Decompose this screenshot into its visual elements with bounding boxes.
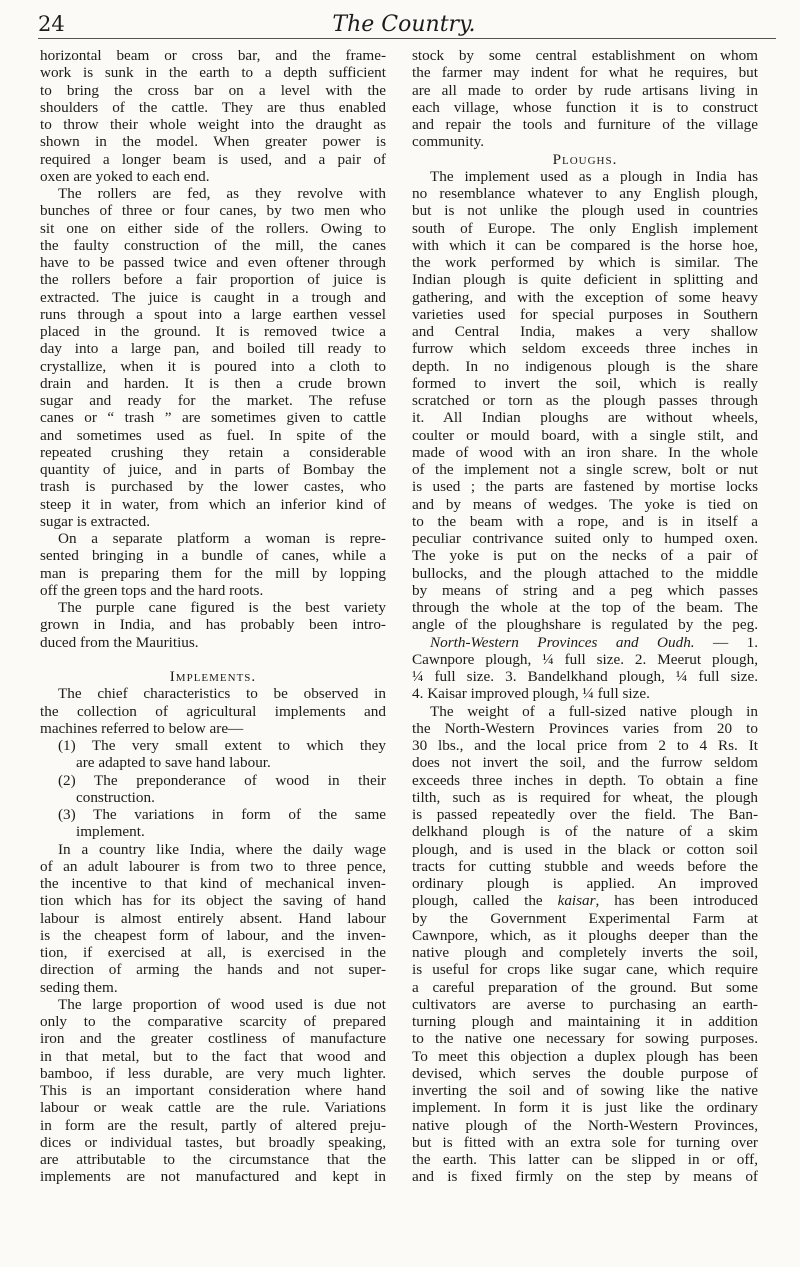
text-line: have to be passed twice and even oftener through (40, 254, 386, 271)
text-line: is the cheapest form of labour, and the inven- (40, 926, 386, 944)
text-line: the rollers before a fair proportion of juice is (40, 271, 386, 289)
text-line: is used ; the parts are fastened by mortise locks (412, 478, 758, 496)
text-line: iron and the greater costliness of manufacture (40, 1030, 386, 1048)
text-line: Cawnpore, which, as it ploughs deeper than the (412, 926, 758, 944)
text-line: extracted. The juice is caught in a trough and (40, 288, 386, 306)
text-line: North-Western Provinces and Oudh. — 1. (430, 633, 759, 651)
text-line: (3) The variations in form of the same (58, 806, 386, 823)
text-line: made of wood with an iron share. In the whole (412, 443, 758, 461)
text-line: angle of the ploughshare is regulated by the peg. (412, 616, 758, 634)
text-line: To meet this objection a duplex plough has been (412, 1047, 758, 1065)
text-line: a careful preparation of the ground. But some (412, 978, 758, 996)
page-number: 24 (38, 12, 65, 36)
text-line: tion, if exercised at all, is exercised in the (40, 944, 386, 961)
text-line: The large proportion of wood used is due not (58, 995, 386, 1013)
text-line: implements are not manufactured and kept in (40, 1168, 386, 1186)
text-line: south of Europe. The only English implement (412, 219, 758, 237)
text-line: the North-Western Provinces varies from 20 to (412, 719, 758, 737)
text-line: tracts for cutting stubble and weeds before the (412, 857, 758, 875)
text-line: labour is almost entirely absent. Hand labour (40, 909, 386, 927)
text-line: (1) The very small extent to which they (58, 737, 386, 754)
text-line: to throw their whole weight into the draught as (40, 116, 386, 133)
text-line: 30 lbs., and the local price from 2 to 4 Rs. It (412, 737, 758, 754)
text-line: only to the comparative scarcity of prepared (40, 1013, 386, 1030)
text-line: 4. Kaisar improved plough, ¼ full size. (412, 685, 650, 703)
text-line: and is fixed firmly on the step by means of (412, 1168, 758, 1186)
text-line: each village, whose function it is to construct (412, 98, 758, 116)
text-line: turning plough and maintaining it in addition (412, 1013, 758, 1030)
text-line: sented bringing in a bundle of canes, while a (40, 547, 386, 565)
text-line: and repair the tools and furniture of the village (412, 116, 758, 133)
text-line: devised, which serves the double purpose of (412, 1064, 758, 1082)
text-line: direction of arming the hands and not super- (40, 961, 386, 979)
text-line: of the implement not a single screw, bolt or nut (412, 461, 758, 478)
text-line: implement. (76, 823, 145, 841)
text-line: scratched or torn as the plough passes through (412, 392, 758, 409)
text-line: tilth, such as is required for wheat, the plough (412, 788, 758, 806)
text-line: bunches of three or four canes, by two men who (40, 202, 386, 220)
text-line: work is sunk in the earth to a depth sufficient (40, 64, 386, 82)
text-line: duced from the Mauritius. (40, 633, 199, 651)
text-line: repeated crushing they retain a considerable (40, 443, 386, 461)
text-line: but is fitted with an extra sole for turning over (412, 1133, 758, 1151)
text-line: labour or weak cattle are the rule. Variations (40, 1099, 386, 1117)
text-line: dices or individual tastes, but broadly speaking, (40, 1133, 386, 1151)
text-line: in that metal, but to the fact that wood and (40, 1047, 386, 1065)
text-line: bullocks, and the plough attached to the middle (412, 564, 758, 582)
text-line: by means of string and a peg which passes (412, 581, 758, 599)
text-line: native plough of the North-Western Provinces, (412, 1116, 758, 1134)
text-line: the work performed by which is similar. The (412, 254, 758, 271)
text-line: to bring the cross bar on a level with the (40, 81, 386, 99)
text-line: required a longer beam is used, and a pair of (40, 150, 386, 168)
text-line: in form are the result, partly of altered preju- (40, 1116, 386, 1134)
running-title: The Country. (332, 12, 476, 37)
text-line: The weight of a full-sized native plough in (430, 702, 758, 720)
text-line: shoulders of the cattle. They are thus enabled (40, 98, 386, 116)
text-line: sit one on either side of the rollers. Owing to (40, 219, 386, 237)
header-rule (38, 38, 776, 39)
right-column (412, 47, 758, 1186)
text-line: of an adult labourer is from two to three pence, (40, 857, 386, 875)
text-line: grown in India, and has probably been intro- (40, 616, 386, 634)
text-line: are all made to order by rude artisans living in (412, 81, 758, 99)
text-line: On a separate platform a woman is repre- (58, 530, 386, 547)
text-line: no resemblance whatever to any English plough, (412, 185, 758, 202)
text-line: In a country like India, where the daily wage (58, 840, 386, 858)
text-line: machines referred to below are— (40, 719, 244, 737)
text-line: formed to invert the soil, which is really (412, 374, 758, 392)
text-line: with which it can be compared is the horse hoe, (412, 236, 758, 254)
text-line: Cawnpore plough, ¼ full size. 2. Meerut plough, (412, 650, 758, 668)
text-line: sugar and ready for the market. The refuse (40, 392, 386, 409)
text-line: The rollers are fed, as they revolve with (58, 185, 386, 202)
text-line: the farmer may indent for what he requires, but (412, 64, 758, 82)
text-line: (2) The preponderance of wood in their (58, 771, 386, 789)
text-line: stock by some central establishment on whom (412, 47, 758, 64)
text-line: ordinary plough is applied. An improved (412, 875, 758, 892)
text-line: This is an important consideration where hand (40, 1082, 386, 1099)
text-line: off the green tops and the hard roots. (40, 581, 264, 599)
text-line: the earth. This latter can be slipped in or off, (412, 1151, 758, 1168)
text-line: Indian plough is quite deficient in splitting and (412, 271, 758, 289)
text-line: and by means of wedges. The yoke is tied on (412, 495, 758, 513)
text-line: community. (412, 133, 484, 151)
text-line: are attributable to the circumstance that the (40, 1151, 386, 1168)
text-line: tion which has for its object the saving of hand (40, 892, 386, 910)
text-line: The chief characteristics to be observed in (58, 685, 386, 703)
text-line: the incentive to that kind of mechanical inven- (40, 875, 386, 892)
text-line: The yoke is put on the necks of a pair of (412, 547, 758, 565)
text-line: plough, called the kaisar, has been introduced (412, 892, 758, 910)
text-line: the collection of agricultural implements and (40, 702, 386, 720)
text-line: through the whole at the top of the beam. The (412, 599, 758, 616)
text-line: steep it in water, from which an inferior kind of (40, 495, 386, 513)
text-line: shown in the model. When greater power is (40, 133, 386, 151)
text-line: canes or “ trash ” are sometimes given to cattle (40, 409, 386, 427)
text-line: to the beam with a rope, and is in itself a (412, 512, 758, 530)
text-line: ¼ full size. 3. Bandelkhand plough, ¼ full size. (412, 668, 758, 685)
text-line: The purple cane figured is the best variety (58, 599, 386, 616)
text-line: and Central India, makes a very shallow (412, 323, 758, 340)
text-line: the faulty construction of the mill, the canes (40, 236, 386, 254)
text-line: by the Government Experimental Farm at (412, 909, 758, 927)
text-line: is useful for crops like sugar cane, which require (412, 961, 758, 979)
text-line: depth. In no indigenous plough is the share (412, 357, 758, 375)
text-line: it. All Indian ploughs are without wheels, (412, 409, 758, 427)
text-line: drain and harden. It is then a crude brown (40, 374, 386, 392)
section-heading: Implements. (169, 668, 257, 685)
text-line: day into a large pan, and boiled till ready to (40, 340, 386, 358)
text-line: native plough and completely inverts the soil, (412, 944, 758, 961)
text-line: inverting the soil and of sowing like the native (412, 1082, 758, 1099)
text-line: cultivators are averse to purchasing an earth- (412, 995, 758, 1013)
text-line: varieties used for special purposes in Southern (412, 305, 758, 323)
text-line: peculiar contrivance suited only to humped oxen. (412, 530, 758, 547)
text-line: oxen are yoked to each end. (40, 167, 210, 185)
text-line: seding them. (40, 978, 118, 996)
text-line: The implement used as a plough in India has (430, 167, 758, 185)
text-line: trash is purchased by the lower castes, who (40, 478, 386, 496)
text-line: placed in the ground. It is removed twice a (40, 323, 386, 340)
text-line: furrow which seldom exceeds three inches in (412, 340, 758, 358)
text-line: to the native one necessary for sowing purposes. (412, 1030, 758, 1048)
section-heading: Ploughs. (552, 150, 618, 168)
text-line: plough, and is used in the black or cotton soil (412, 840, 758, 858)
text-line: are adapted to save hand labour. (76, 754, 271, 772)
left-column (40, 47, 386, 1186)
text-line: runs through a spout into a large earthen vessel (40, 305, 386, 323)
text-line: gathering, and with the exception of some heavy (412, 288, 758, 306)
text-line: but is not unlike the plough used in countries (412, 202, 758, 220)
text-line: construction. (76, 788, 155, 806)
text-line (40, 651, 386, 668)
text-line: and sometimes used as fuel. In spite of the (40, 426, 386, 444)
text-line: horizontal beam or cross bar, and the frame- (40, 47, 386, 64)
text-line: bamboo, if less durable, are very much lighter. (40, 1064, 386, 1082)
text-line: delkhand plough is of the nature of a skim (412, 823, 758, 841)
text-line: is passed repeatedly over the field. The Ban- (412, 806, 758, 823)
text-line: crystallize, when it is poured into a cloth to (40, 357, 386, 375)
text-line: coulter or mould board, with a single stilt, and (412, 426, 758, 444)
text-line: quantity of juice, and in parts of Bombay the (40, 461, 386, 478)
text-line: implement. In form it is just like the ordinary (412, 1099, 758, 1117)
text-line: exceeds three inches in depth. To obtain a fine (412, 771, 758, 789)
text-line: does not invert the soil, and the furrow seldom (412, 754, 758, 772)
text-line: man is preparing them for the mill by lopping (40, 564, 386, 582)
text-line: sugar is extracted. (40, 512, 151, 530)
